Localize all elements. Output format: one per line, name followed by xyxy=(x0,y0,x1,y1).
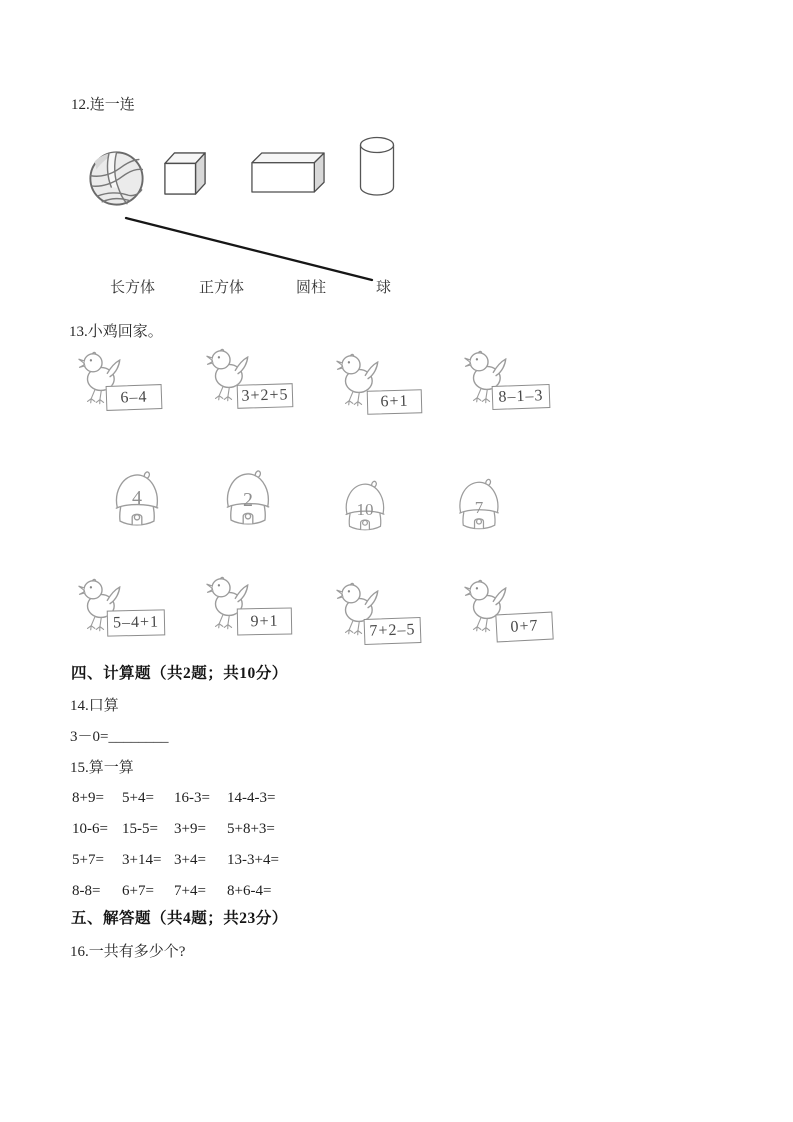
label-cuboid: 长方体 xyxy=(110,280,156,296)
calc-row xyxy=(72,790,275,807)
house-number: 10 xyxy=(356,500,374,519)
match-line xyxy=(118,212,380,288)
grid-cell: 16-3= xyxy=(174,790,210,806)
expression-box: 5–4+1 xyxy=(107,609,166,636)
grid-cell: 5+7= xyxy=(72,852,104,868)
q16-label: 16.一共有多少个? xyxy=(70,944,186,960)
cylinder-icon xyxy=(357,135,397,199)
label-sphere: 球 xyxy=(376,280,392,296)
calc-row xyxy=(72,821,275,838)
house-number: 2 xyxy=(243,489,253,511)
grid-cell: 8+6-4= xyxy=(227,883,272,899)
expression-box: 0+7 xyxy=(495,612,553,643)
cube-icon xyxy=(163,150,207,196)
grid-cell: 3+14= xyxy=(122,852,162,868)
expression-box: 8–1–3 xyxy=(492,384,551,410)
q14-problem: 3－0=________ xyxy=(70,729,169,745)
grid-cell: 15-5= xyxy=(122,821,158,837)
q15-label: 15.算一算 xyxy=(70,760,134,776)
grid-cell: 5+8+3= xyxy=(227,821,275,837)
label-cube: 正方体 xyxy=(199,280,245,296)
grid-cell: 3+4= xyxy=(174,852,206,868)
section4-heading: 四、计算题（共2题；共10分） xyxy=(71,665,288,682)
expression-box: 6+1 xyxy=(367,389,423,414)
expression-box: 9+1 xyxy=(237,608,292,636)
expression-box: 3+2+5 xyxy=(237,383,294,409)
cuboid-icon xyxy=(250,151,326,194)
expression-box: 7+2–5 xyxy=(364,617,422,645)
house-number: 7 xyxy=(474,498,484,517)
grid-cell: 8+9= xyxy=(72,790,104,806)
q13-label: 13.小鸡回家。 xyxy=(69,324,163,340)
q14-label: 14.口算 xyxy=(70,698,119,714)
grid-cell: 5+4= xyxy=(122,790,154,806)
grid-cell: 7+4= xyxy=(174,883,206,899)
volleyball-icon xyxy=(88,149,145,208)
house-number: 4 xyxy=(132,487,142,509)
label-cylinder: 圆柱 xyxy=(296,280,327,296)
grid-cell: 6+7= xyxy=(122,883,154,899)
q12-label: 12.连一连 xyxy=(71,97,135,113)
calc-row xyxy=(72,852,279,869)
section5-heading: 五、解答题（共4题；共23分） xyxy=(71,910,288,927)
calc-row xyxy=(72,883,271,900)
grid-cell: 3+9= xyxy=(174,821,206,837)
grid-cell: 13-3+4= xyxy=(227,852,279,868)
expression-box: 6–4 xyxy=(106,384,163,411)
grid-cell: 10-6= xyxy=(72,821,108,837)
grid-cell: 8-8= xyxy=(72,883,101,899)
grid-cell: 14-4-3= xyxy=(227,790,276,806)
